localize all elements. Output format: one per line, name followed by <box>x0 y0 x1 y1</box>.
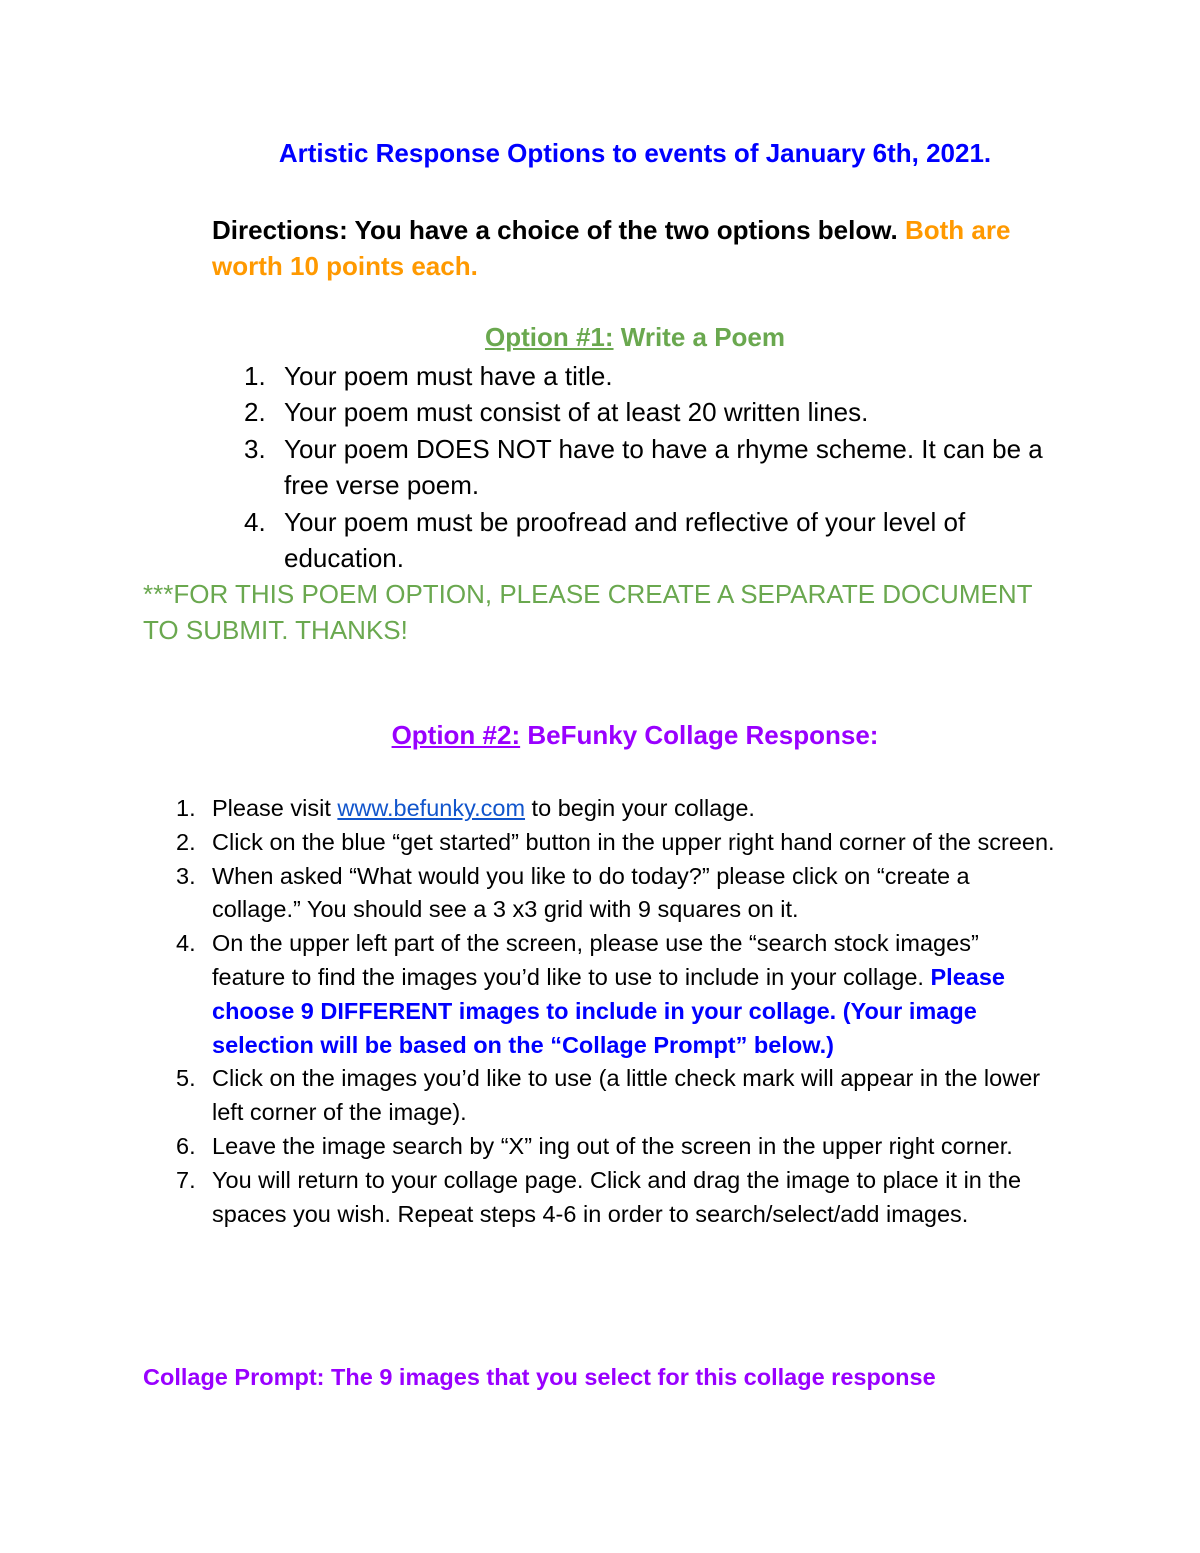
list-number: 5. <box>176 1065 196 1092</box>
list-item <box>244 431 1044 504</box>
option1-heading <box>0 322 1200 353</box>
list-number: 6. <box>176 1132 196 1159</box>
list-item <box>244 358 1044 394</box>
list-number: 2. <box>244 397 266 428</box>
list-item <box>176 927 1056 1062</box>
option1-list <box>244 358 1044 576</box>
list-number: 3. <box>176 862 196 889</box>
option1-title: Write a Poem <box>620 322 786 352</box>
option2-heading <box>0 720 1200 751</box>
list-item <box>176 860 1056 928</box>
option1-label: Option #1: <box>484 322 614 352</box>
image-choice-emphasis: Please choose 9 DIFFERENT images to include in your collage. (Your image selection will be based on the “Collage Prompt” below.) <box>212 963 1005 1058</box>
list-item-text: to begin your collage. <box>525 795 755 821</box>
list-item <box>244 394 1044 430</box>
list-number: 7. <box>176 1166 196 1193</box>
list-item-text: Click on the blue “get started” button in the upper right hand corner of the screen. <box>212 828 1055 855</box>
points-highlight: Both are worth 10 points each. <box>212 215 1011 281</box>
list-item-text: Your poem must have a title. <box>284 361 613 391</box>
list-item <box>176 1062 1056 1130</box>
list-item <box>176 1164 1056 1232</box>
collage-prompt: Collage Prompt: The 9 images that you select for this collage response <box>143 1364 936 1390</box>
list-item-text: Leave the image search by “X” ing out of the screen in the upper right corner. <box>212 1132 1013 1159</box>
option2-title: BeFunky Collage Response: <box>527 720 879 750</box>
list-item <box>176 1130 1056 1164</box>
poem-submission-note: ***FOR THIS POEM OPTION, PLEASE CREATE A SEPARATE DOCUMENT TO SUBMIT. THANKS! <box>143 579 1033 645</box>
list-item-text: Your poem must consist of at least 20 written lines. <box>284 397 869 428</box>
option2-list <box>176 792 1056 1231</box>
list-number: 2. <box>176 828 196 855</box>
list-number: 1. <box>244 361 266 391</box>
list-item-text: You will return to your collage page. Click and drag the image to place it in the spaces you wish. Repeat steps 4-6 in order to search/select/add images. <box>212 1166 1022 1227</box>
list-number: 1. <box>176 795 196 821</box>
option2-label: Option #2: <box>391 720 521 750</box>
befunky-link[interactable]: www.befunky.com <box>337 795 526 821</box>
directions-text: Directions: You have a choice of the two options below. <box>212 215 898 245</box>
document-title: Artistic Response Options to events of January 6th, 2021. <box>278 138 992 168</box>
list-item <box>176 792 1056 826</box>
list-number: 4. <box>176 930 196 957</box>
list-item-text: On the upper left part of the screen, please use the “search stock images” feature to find the images you’d like to use to include in your collage. <box>212 930 979 990</box>
list-item-text: Please visit <box>212 795 338 821</box>
directions-paragraph <box>212 212 1082 284</box>
list-item <box>244 504 1044 577</box>
list-item-text: Click on the images you’d like to use (a little check mark will appear in the lower left corner of the image). <box>212 1065 1041 1126</box>
list-item <box>176 826 1056 860</box>
list-item-text: Your poem must be proofread and reflective of your level of education. <box>284 506 966 574</box>
list-number: 4. <box>244 506 266 537</box>
list-number: 3. <box>244 433 266 464</box>
list-item-text: Your poem DOES NOT have to have a rhyme scheme. It can be a free verse poem. <box>284 433 1043 501</box>
list-item-text: When asked “What would you like to do today?” please click on “create a collage.” You should see a 3 x3 grid with 9 squares on it. <box>212 862 970 923</box>
